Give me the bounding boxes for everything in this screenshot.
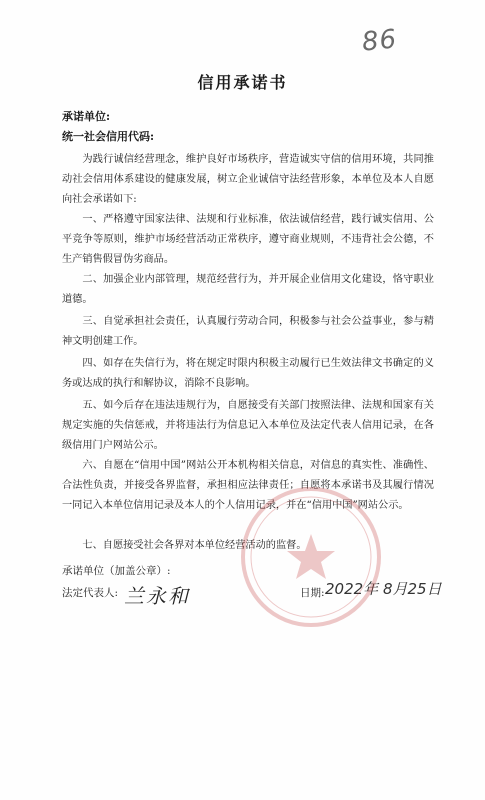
commitment-1: 一、严格遵守国家法律、法规和行业标准，依法诚信经营，践行诚实信用、公平竞争等原则，维护市场经营活动正常秩序，遵守商业规则，不违背社会公德，不生产销售假冒伪劣商品。 [62,214,434,265]
handwritten-date: 2022年 8月25日 [325,580,442,598]
commitment-6: 六、自愿在“信用中国”网站公开本机构相关信息，对信息的真实性、准确性、合法性负责，并接受各界监督，承担相应法律责任；自愿将本承诺书及其履行情况一同记入本单位信用记录及本人的个人信用记录，并在“信用中国”网站公示。 [62,460,434,511]
seal-unit-label: 承诺单位（加盖公章）: [62,565,171,577]
legal-rep-label: 法定代表人: [62,587,119,599]
commitment-4: 四、如存在失信行为，将在规定时限内积极主动履行已生效法律文书确定的义务或达成的执行和解协议，消除不良影响。 [62,358,434,389]
date-label: 日期: [300,587,325,599]
credit-code-label: 统一社会信用代码: [62,130,155,143]
handwritten-signature: 兰永和 [124,584,190,608]
intro-paragraph: 为践行诚信经营理念，维护良好市场秩序，营造诚实守信的信用环境，共同推动社会信用体系建设的健康发展，树立企业诚信守法经营形象，本单位及本人自愿向社会承诺如下: [62,154,434,205]
commitment-7: 七、自愿接受社会各界对本单位经营活动的监督。 [82,540,307,551]
document-title: 信用承诺书 [197,73,288,92]
commitment-5: 五、如今后存在违法违规行为，自愿接受有关部门按照法律、法规和国家有关规定实施的失信惩戒，并将违法行为信息记入本单位及法定代表人信用记录，在各级信用门户网站公示。 [62,400,434,451]
committing-unit-label: 承诺单位: [62,110,111,123]
commitment-3: 三、自觉承担社会责任，认真履行劳动合同，积极参与社会公益事业，参与精神文明创建工作。 [62,316,434,347]
handwritten-page-number: 86 [360,24,399,58]
commitment-2: 二、加强企业内部管理，规范经营行为，并开展企业信用文化建设，恪守职业道德。 [62,274,434,305]
